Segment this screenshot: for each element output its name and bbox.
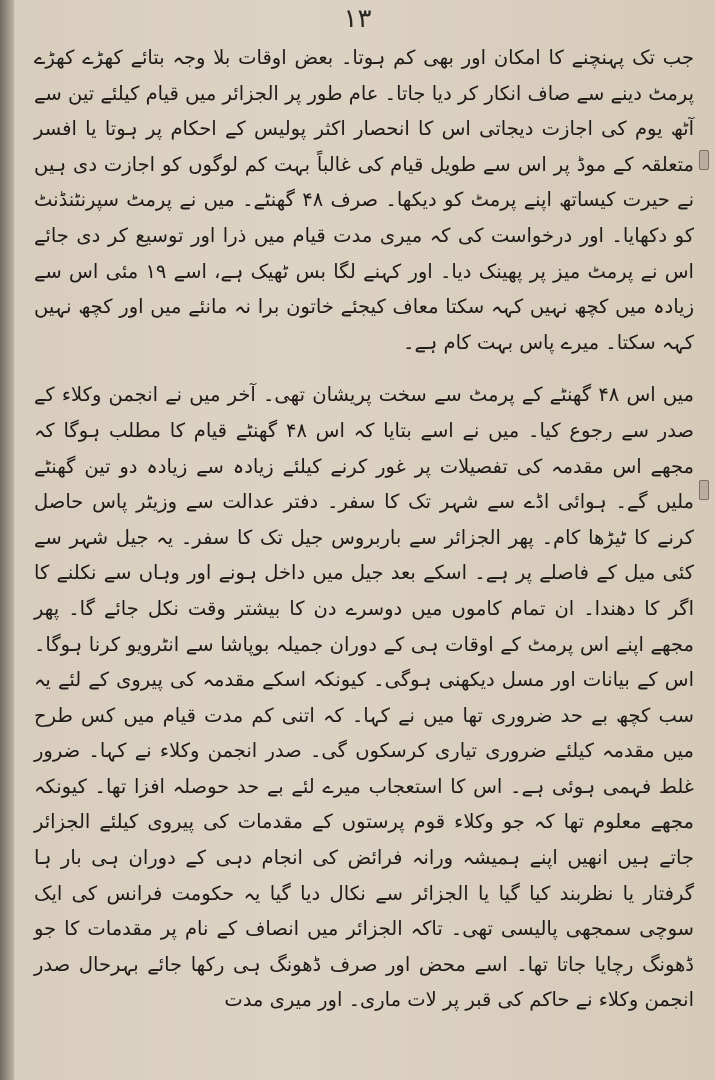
paragraph-2: میں اس ۴۸ گھنٹے کے پرمٹ سے سخت پریشان تھی۔ آخر میں نے انجمن وکلاء کے صدر سے رجوع کیا۔ میں نے اسے بتایا کہ اس ۴۸ گھنٹے قیام کا مطلب ہوگا کہ مجھے اس مقدمہ کی تفصیلات پر غور کرنے کیلئے زیادہ سے زیادہ دو تین گھنٹے ملیں گے۔ ہوائی اڈے سے شہر تک کا سفر۔ دفتر عدالت سے وزیٹر پاس حاصل کرنے کا ٹیڑھا کام۔ پھر الجزائر سے باربروس جیل تک کا سفر۔ یہ جیل شہر سے کئی میل کے فاصلے پر ہے۔ اسکے بعد جیل میں داخل ہونے اور وہاں سے نکلنے کا اگر کا دھندا۔ ان تمام کاموں میں دوسرے دن کا بیشتر وقت نکل جائے گا۔ پھر مجھے اپنے اس پرمٹ کے اوقات ہی کے دوران جمیلہ بوپاشا سے انٹرویو کرنا ہوگا۔ اس کے بیانات اور مسل دیکھنی ہوگی۔ کیونکہ اسکے مقدمہ کی پیروی کے لئے یہ سب کچھ بے حد ضروری تھا میں نے کہا۔ کہ اتنی کم مدت قیام میں کس طرح میں مقدمہ کیلئے ضروری تیاری کرسکوں گی۔ صدر انجمن وکلاء نے کہا۔ ضرور غلط فہمی ہوئی ہے۔ اس کا استعجاب میرے لئے بے حد حوصلہ افزا تھا۔ کیونکہ مجھے معلوم تھا کہ جو وکلاء قوم پرستوں کے مقدمات کی پیروی کیلئے الجزائر جاتے ہیں انھیں اپنے ہمیشہ ورانہ فرائض کی انجام دہی کے دوران ہی بار ہا گرفتار یا نظربند کیا گیا یا الجزائر سے نکال دیا گیا یہ حکومت فرانس کی ایک سوچی سمجھی پالیسی تھی۔ تاکہ الجزائر میں انصاف کے نام پر مقدمات کا جو ڈھونگ رچایا جاتا تھا۔ اسے محض اور صرف ڈھونگ ہی رکھا جائے بہرحال صدر انجمن وکلاء نے حاکم کی قبر پر لات ماری۔ اور میری مدت (34, 383, 695, 1012)
page-body (34, 40, 694, 1018)
page-number: ۱۳ (343, 4, 372, 34)
paragraph-1: جب تک پہنچنے کا امکان اور بھی کم ہوتا۔ بعض اوقات بلا وجہ بتائے کھڑے کھڑے پرمٹ دینے سے صاف انکار کر دیا جاتا۔ عام طور پر الجزائر میں قیام کیلئے تین سے آٹھ یوم کی اجازت دیجاتی اس کا انحصار اکثر پولیس کے احکام پر ہوتا یا افسر متعلقہ کے موڈ پر اس سے طویل قیام کی غالباً بہت کم لوگوں کو اجازت دی ہیں نے حیرت کیساتھ اپنے پرمٹ کو دیکھا۔ صرف ۴۸ گھنٹے۔ میں نے پرمٹ سپرنٹنڈنٹ کو دکھایا۔ اور درخواست کی کہ میری مدت قیام میں ذرا اور توسیع کر دی جائے اس نے پرمٹ میز پر پھینک دیا۔ اور کہنے لگا بس ٹھیک ہے، اسے ۱۹ مئی اس سے زیادہ میں کچھ نہیں کہہ سکتا معاف کیجئے خاتون برا نہ مانئے میں اور کچھ نہیں کہہ سکتا۔ میرے پاس بہت کام ہے۔ (34, 46, 694, 354)
page-tab-marker (699, 150, 709, 170)
page-tab-marker (699, 480, 709, 500)
page-binding-shadow (0, 0, 14, 1080)
